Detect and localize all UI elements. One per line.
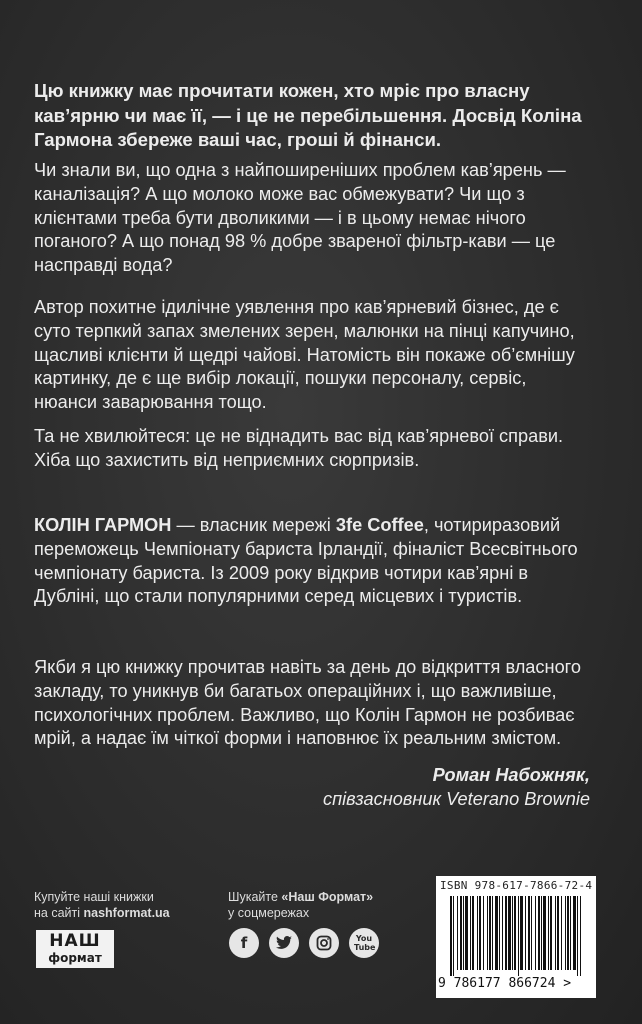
barcode-bar: [565, 896, 566, 970]
facebook-icon[interactable]: f: [229, 928, 259, 958]
barcode-bar: [487, 896, 488, 970]
instagram-icon[interactable]: [309, 928, 339, 958]
lead-paragraph: Цю книжку має прочитати кожен, хто мріє про власну кав’ярню чи має її, — і це не перебільшення. Досвід Коліна Гармона збереже ваші час, гроші й фінанси.: [34, 80, 582, 150]
barcode-bar: [557, 896, 559, 970]
barcode-bar: [535, 896, 536, 970]
barcode-bar: [550, 896, 552, 970]
barcode-bar: [492, 896, 493, 970]
barcode-bar: [538, 896, 540, 970]
barcode-bar: [561, 896, 562, 970]
description-paragraph-1: Чи знали ви, що одна з найпоширеніших проблем кав’ярень — каналізація? А що молоко може вас обмежувати? Чи що з клієнтами треба бути дволикими — і в цьому немає нічого поганого? А що понад 98 % добре звареної фільтр-кави — це насправді вода?: [34, 160, 566, 276]
barcode-bar: [505, 896, 507, 970]
author-name: КОЛІН ГАРМОН: [34, 515, 172, 535]
isbn-text: ISBN 978-617-7866-72-4: [440, 879, 593, 892]
barcode-bar: [483, 896, 484, 970]
ean-number: 9 786177 866724 >: [438, 976, 572, 991]
barcode-bars: [450, 896, 584, 976]
barcode-bar: [525, 896, 526, 970]
barcode-bar: [477, 896, 478, 970]
youtube-icon[interactable]: You Tube: [349, 928, 379, 958]
barcode-bar: [453, 896, 454, 976]
barcode-bar: [499, 896, 500, 970]
barcode-bar: [470, 896, 471, 970]
author-bio-text-1: — власник мережі: [171, 515, 336, 535]
barcode-bar: [465, 896, 468, 970]
barcode-bar: [514, 896, 516, 970]
twitter-icon[interactable]: [269, 928, 299, 958]
barcode-bar: [520, 896, 523, 970]
description-paragraph-3: Та не хвилюйтеся: це не віднадить вас від кав’ярневої справи. Хіба що захистить від неприємних сюрпризів.: [34, 426, 564, 470]
barcode-bar: [577, 896, 578, 976]
barcode-bar: [528, 896, 530, 970]
description-paragraph-2: Автор похитне ідилічне уявлення про кав’ярневий бізнес, де є суто терпкий запах змелених зерен, малюнки на пінці капучино, щасливі клієнти й щедрі чайові. Натомість він покаже об’ємнішу картинку, де є ще вибір локації, пошуки персоналу, сервіс, нюанси заварювання тощо.: [34, 297, 575, 413]
barcode-bar: [502, 896, 503, 970]
barcode-bar: [518, 896, 519, 976]
barcode: [436, 876, 596, 998]
barcode-bar: [508, 896, 511, 970]
barcode-bar: [570, 896, 571, 970]
barcode-bar: [463, 896, 464, 970]
barcode-bar: [489, 896, 491, 970]
buy-books-note: Купуйте наші книжки на сайті nashformat.ua: [34, 890, 170, 920]
barcode-bar: [531, 896, 532, 970]
barcode-bar: [479, 896, 481, 970]
signature-title: співзасновник Veterano Brownie: [323, 789, 590, 809]
barcode-bar: [450, 896, 452, 976]
barcode-bar: [495, 896, 498, 970]
barcode-bar: [460, 896, 462, 970]
signature-name: Роман Набожняк,: [432, 765, 590, 785]
barcode-bar: [541, 896, 542, 970]
barcode-bar: [512, 896, 513, 970]
author-bio: [34, 514, 590, 609]
barcode-bar: [472, 896, 474, 970]
barcode-bar: [573, 896, 576, 970]
publisher-logo: НАШ формат: [36, 930, 114, 968]
review-quote: Якби я цю книжку прочитав навіть за день до відкриття власного закладу, то уникнув би багатьох операційних і, що важливіше, психологічних проблем. Важливо, що Колін Гармон не розбиває мрій, а надає їм чіткої форми і наповнює їх реальним змістом.: [34, 657, 582, 749]
barcode-bar: [457, 896, 458, 970]
barcode-bar: [567, 896, 569, 970]
barcode-bar: [580, 896, 581, 976]
author-bio-text-2: , чотириразовий переможець Чемпіонату бариста Ірландії, фіналіст Всесвітнього чемпіонату бариста. Із 2009 року відкрив чотири кав’ярні в Дубліні, що стали популярними серед місцевих і туристів.: [34, 515, 578, 607]
barcode-bar: [543, 896, 546, 970]
barcode-bar: [548, 896, 549, 970]
social-note: Шукайте «Наш Формат» у соцмережах: [228, 890, 374, 920]
site-link[interactable]: nashformat.ua: [83, 906, 170, 920]
barcode-bar: [555, 896, 556, 970]
author-brand: 3fe Coffee: [335, 515, 424, 535]
